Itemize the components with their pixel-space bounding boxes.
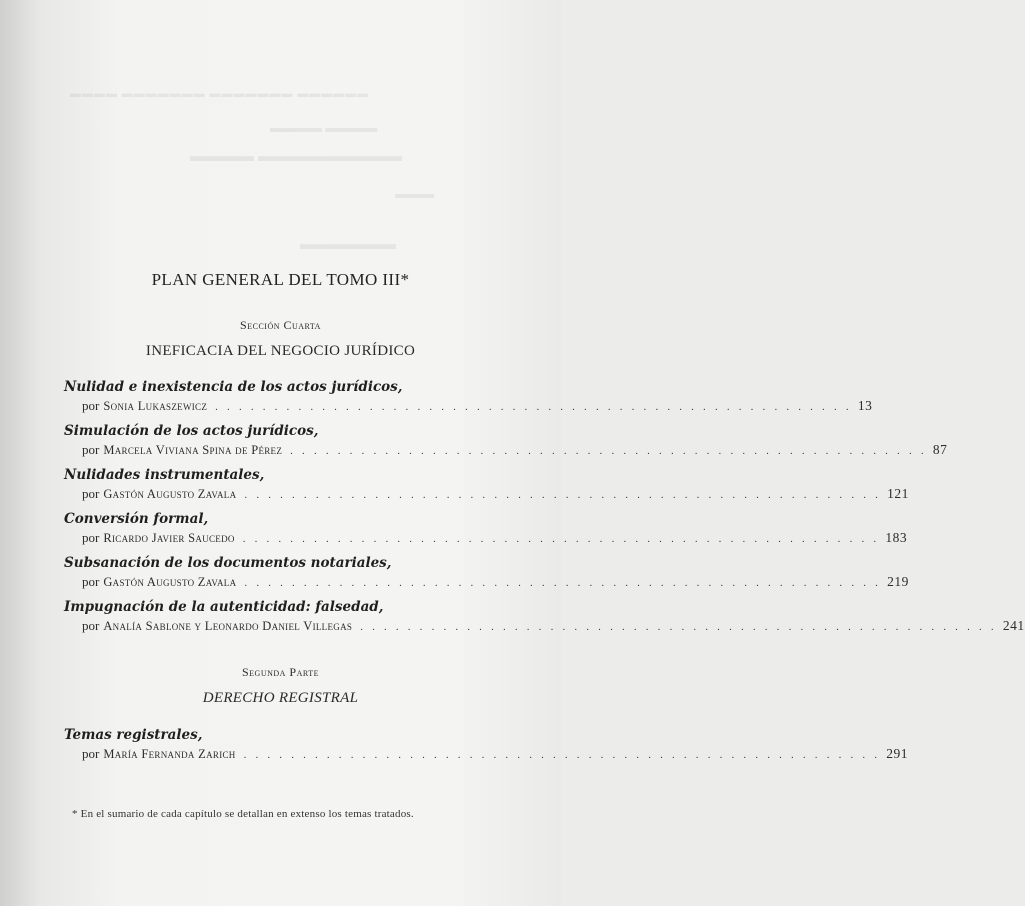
footnote: * En el sumario de cada capítulo se detallan en extenso los temas tratados.: [72, 808, 414, 820]
leader-dots: . . . . . . . . . . . . . . . . . . . . . . . . . . . . . . . . . . . . . . . . . . . . . . . . . . . . . .: [242, 533, 880, 545]
page-number: 291: [886, 746, 909, 761]
toc-entry[interactable]: [64, 554, 909, 591]
page-number: 183: [885, 530, 908, 545]
toc-entry[interactable]: [64, 726, 909, 763]
por-label: por: [82, 618, 100, 633]
chapter-byline: [64, 397, 873, 415]
por-label: por: [82, 442, 100, 457]
toc-list-part: [64, 726, 909, 770]
author-name: Sonia Lukaszewicz: [103, 399, 208, 413]
author-name: Gastón Augusto Zavala: [103, 575, 237, 589]
chapter-title: Nulidades instrumentales,: [64, 467, 265, 483]
bleed-through-text: ▬▬▬▬▬▬: [300, 236, 396, 253]
author-name: María Fernanda Zarich: [103, 747, 236, 761]
chapter-byline: [64, 745, 909, 763]
chapter-title: Impugnación de la autenticidad: falsedad,: [64, 599, 384, 615]
toc-entry[interactable]: [64, 510, 908, 547]
chapter-byline: [64, 441, 948, 459]
bleed-through-text: ▬▬▬▬ ▬▬▬▬▬▬▬ ▬▬▬▬▬▬▬ ▬▬▬▬▬▬: [70, 88, 370, 100]
chapter-title: Nulidad e inexistencia de los actos jurídicos,: [64, 379, 403, 395]
author-name: Ricardo Javier Saucedo: [103, 531, 235, 545]
part-title: DERECHO REGISTRAL: [202, 690, 359, 706]
toc-entry[interactable]: [64, 466, 909, 503]
toc-entry[interactable]: [64, 378, 873, 415]
leader-dots: . . . . . . . . . . . . . . . . . . . . . . . . . . . . . . . . . . . . . . . . . . . . . . . . . . . . . .: [244, 489, 882, 501]
chapter-title: Subsanación de los documentos notariales,: [64, 555, 392, 571]
por-label: por: [82, 398, 100, 413]
toc-entry[interactable]: [64, 598, 1025, 635]
por-label: por: [82, 574, 100, 589]
section-title: INEFICACIA DEL NEGOCIO JURÍDICO: [145, 343, 416, 359]
page-number: 87: [932, 442, 948, 457]
leader-dots: . . . . . . . . . . . . . . . . . . . . . . . . . . . . . . . . . . . . . . . . . . . . . . . . . . . . . .: [244, 577, 882, 589]
section-label: Sección Cuarta: [240, 318, 321, 332]
page-number: 121: [887, 486, 909, 501]
leader-dots: . . . . . . . . . . . . . . . . . . . . . . . . . . . . . . . . . . . . . . . . . . . . . . . . . . . . . .: [215, 401, 852, 413]
leader-dots: . . . . . . . . . . . . . . . . . . . . . . . . . . . . . . . . . . . . . . . . . . . . . . . . . . . . . .: [290, 445, 927, 457]
chapter-byline: [64, 485, 909, 503]
por-label: por: [82, 530, 100, 545]
por-label: por: [82, 746, 100, 761]
page-number: 241: [1002, 618, 1025, 633]
leader-dots: . . . . . . . . . . . . . . . . . . . . . . . . . . . . . . . . . . . . . . . . . . . . . . . . . . . . . .: [243, 749, 881, 761]
chapter-byline: [64, 573, 909, 591]
author-name: Analía Sablone y Leonardo Daniel Villegas: [103, 619, 353, 633]
chapter-title: Temas registrales,: [64, 727, 203, 743]
page-title: PLAN GENERAL DEL TOMO III*: [151, 270, 410, 289]
toc-entry[interactable]: [64, 422, 948, 459]
chapter-byline: [64, 529, 908, 547]
chapter-title: Conversión formal,: [64, 511, 209, 527]
page-number: 219: [887, 574, 909, 589]
author-name: Marcela Viviana Spina de Pérez: [103, 443, 283, 457]
page-number: 13: [857, 398, 873, 413]
bleed-through-text: ▬▬▬▬ ▬▬▬▬: [270, 120, 378, 135]
leader-dots: . . . . . . . . . . . . . . . . . . . . . . . . . . . . . . . . . . . . . . . . . . . . . . . . . . . . . .: [360, 621, 997, 633]
bleed-through-text: ▬▬▬: [395, 186, 434, 201]
part-label: Segunda Parte: [241, 665, 320, 679]
chapter-byline: [64, 617, 1025, 635]
chapter-title: Simulación de los actos jurídicos,: [64, 423, 319, 439]
por-label: por: [82, 486, 100, 501]
bleed-through-text: ▬▬▬▬ ▬▬▬▬▬▬▬▬▬: [190, 148, 402, 165]
toc-list-section: [64, 378, 1025, 642]
author-name: Gastón Augusto Zavala: [103, 487, 237, 501]
